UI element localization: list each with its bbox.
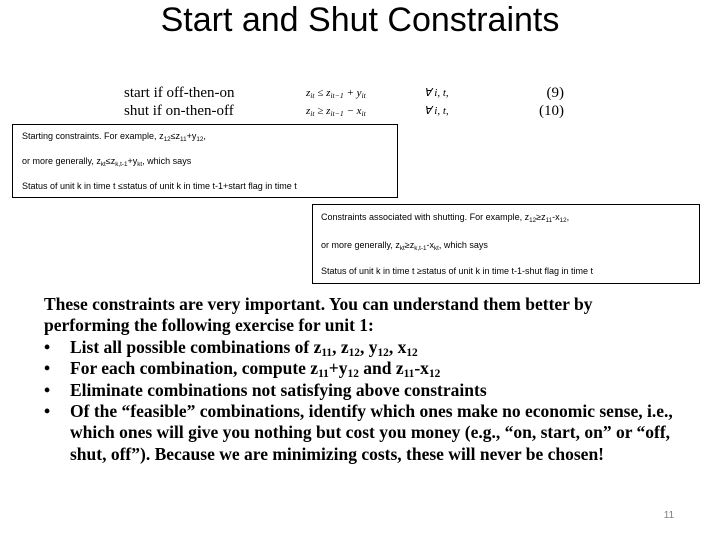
exercise-item xyxy=(44,380,674,401)
math-variable: z xyxy=(306,105,311,117)
equation-row xyxy=(124,84,564,102)
bullet-marker: • xyxy=(44,358,51,379)
math-operator: , xyxy=(203,131,206,141)
subscript: 11 xyxy=(321,346,333,359)
item-text: Of the “feasible” combinations, identify which ones make no economic sense, i.e., which ones will give you nothing but cost you money (e.g., “on, start, on” or “off, shut, off”). Because we are minimizing costs, these will never be chosen! xyxy=(70,401,673,464)
item-text: , x xyxy=(388,336,407,357)
equation-number: (10) xyxy=(539,103,564,119)
equation-label: start if off-then-on xyxy=(124,85,235,101)
callout-text: Starting constraints. For example, xyxy=(22,131,160,141)
shut-callout-line-3: Status of unit k in time t ≥status of unit k in time t-1-shut flag in time t xyxy=(321,266,594,276)
math-subscript: it−1 xyxy=(330,109,344,118)
callout-text: which says xyxy=(441,240,488,250)
item-text: List all possible combinations of z xyxy=(70,336,322,357)
exercise-item xyxy=(44,358,674,379)
math-operator: , xyxy=(142,156,145,166)
bullet-marker: • xyxy=(44,379,51,400)
math-variable: z xyxy=(306,87,311,99)
callout-text: which says xyxy=(144,156,192,166)
math-variable: x xyxy=(429,240,434,250)
callout-text: or more generally, xyxy=(22,156,97,166)
equation-row xyxy=(124,102,564,120)
subscript: 11 xyxy=(318,368,329,381)
math-operator: - xyxy=(426,240,430,250)
equation-expression xyxy=(306,85,366,101)
item-text: For each combination, compute z xyxy=(70,358,319,379)
bullet-marker: • xyxy=(44,401,51,422)
math-subscript: 12 xyxy=(196,136,204,143)
subscript: 12 xyxy=(428,368,441,381)
slide-title: Start and Shut Constraints xyxy=(160,1,560,39)
math-subscript: 12 xyxy=(529,217,537,224)
math-variable: z xyxy=(541,212,546,222)
equation-expression xyxy=(306,103,366,119)
callout-text: or more generally, xyxy=(321,240,396,250)
math-operator: ≥ xyxy=(404,240,410,250)
equation-quantifier: ∀ i, t, xyxy=(424,105,449,117)
start-callout-line-1 xyxy=(22,131,206,141)
math-subscript: 11 xyxy=(545,217,553,224)
math-operator: ≤ xyxy=(170,131,176,141)
exercise-list xyxy=(44,337,674,465)
math-operator: + xyxy=(127,156,133,166)
item-text: , y xyxy=(359,336,378,357)
math-subscript: 11 xyxy=(180,136,187,143)
math-variable: x xyxy=(356,105,362,117)
item-text: +y xyxy=(328,358,348,379)
item-text: -x xyxy=(414,358,429,379)
callout-text: Constraints associated with shutting. For example, xyxy=(321,212,525,222)
math-subscript: kt xyxy=(399,245,405,252)
math-subscript: 12 xyxy=(163,136,171,143)
math-subscript: it−1 xyxy=(330,91,344,100)
math-subscript: k,t-1 xyxy=(115,161,128,168)
math-operator: , xyxy=(566,212,570,222)
math-subscript: kt xyxy=(137,161,143,168)
math-variable: z xyxy=(96,156,101,166)
math-operator: ≥ xyxy=(314,105,327,117)
start-callout-line-2 xyxy=(22,156,191,166)
math-operator: - xyxy=(552,212,556,222)
exercise-item xyxy=(44,401,674,465)
math-variable: z xyxy=(110,156,116,166)
subscript: 12 xyxy=(377,346,389,359)
equation-label: shut if on-then-off xyxy=(124,103,234,119)
page-number: 11 xyxy=(663,510,675,521)
math-operator: + xyxy=(186,131,192,141)
math-subscript: it xyxy=(310,91,315,100)
math-subscript: it xyxy=(361,91,366,100)
math-variable: z xyxy=(326,87,331,99)
math-variable: y xyxy=(356,87,362,99)
math-subscript: it xyxy=(361,109,366,118)
math-subscript: 12 xyxy=(559,217,567,224)
math-variable: z xyxy=(326,105,331,117)
math-variable: z xyxy=(159,131,164,141)
start-callout-line-3: Status of unit k in time t ≤status of unit k in time t-1+start flag in time t xyxy=(22,181,297,191)
subscript: 11 xyxy=(403,368,415,381)
math-operator: ≤ xyxy=(105,156,111,166)
math-subscript: it xyxy=(310,109,315,118)
equation-number: (9) xyxy=(546,85,564,101)
item-text: and z xyxy=(358,358,404,379)
exercise-item xyxy=(44,337,674,358)
math-subscript: kt xyxy=(100,161,106,168)
bullet-marker: • xyxy=(44,336,51,357)
math-operator: + xyxy=(343,87,357,99)
equation-quantifier: ∀ i, t, xyxy=(424,87,449,99)
slide-body xyxy=(44,294,674,465)
math-variable: z xyxy=(524,212,530,222)
math-variable: y xyxy=(132,156,138,166)
shut-constraint-callout xyxy=(312,204,700,284)
math-variable: z xyxy=(409,240,415,250)
math-variable: y xyxy=(191,131,197,141)
math-variable: z xyxy=(175,131,181,141)
shut-callout-line-2 xyxy=(321,240,488,250)
item-text: Eliminate combinations not satisfying above constraints xyxy=(70,379,487,400)
math-subscript: k,t-1 xyxy=(414,245,427,252)
math-operator: − xyxy=(343,105,357,117)
subscript: 12 xyxy=(347,368,359,381)
math-subscript: kt xyxy=(433,245,439,252)
math-operator: ≤ xyxy=(314,87,327,99)
subscript: 12 xyxy=(348,346,360,359)
constraint-equations xyxy=(124,84,564,120)
shut-callout-line-1 xyxy=(321,212,569,222)
math-variable: x xyxy=(555,212,560,222)
math-variable: z xyxy=(395,240,400,250)
item-text: , z xyxy=(332,336,349,357)
start-constraint-callout xyxy=(12,124,398,198)
subscript: 12 xyxy=(406,346,418,359)
body-intro: These constraints are very important. You can understand them better by performing the following exercise for unit 1: xyxy=(44,294,593,336)
math-operator: , xyxy=(438,240,442,250)
math-operator: ≥ xyxy=(536,212,542,222)
